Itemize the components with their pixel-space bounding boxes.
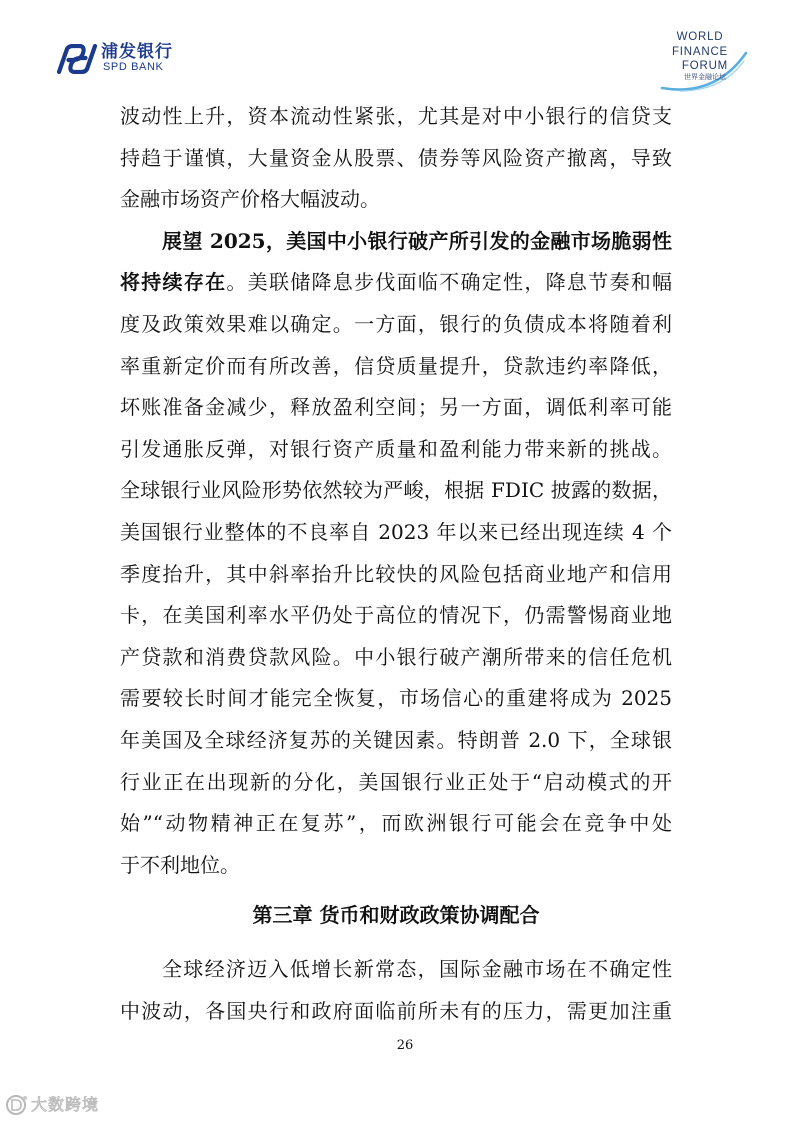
paragraph-line: 引发通胀反弹，对银行资产质量和盈利能力带来新的挑战。 xyxy=(120,436,672,461)
chapter-heading: 第三章 货币和财政政策协调配合 xyxy=(252,903,540,927)
paragraph-line: 季度抬升，其中斜率抬升比较快的风险包括商业地产和信用 xyxy=(120,561,672,586)
body-text-main xyxy=(120,96,672,886)
paragraph-1 xyxy=(120,96,672,221)
page-number: 26 xyxy=(396,1038,414,1053)
paragraph-line: 中波动，各国央行和政府面临前所未有的压力，需更加注重 xyxy=(120,998,672,1023)
paragraph-line: 全球银行业风险形势依然较为严峻，根据 FDIC 披露的数据， xyxy=(120,478,672,503)
forum-logo-line1: WORLD xyxy=(676,31,724,43)
paragraph-line: 金融市场资产价格大幅波动。 xyxy=(120,187,380,212)
watermark-logo-icon xyxy=(5,1094,29,1116)
paragraph-2 xyxy=(120,221,672,887)
paragraph-bold-line: 展望 2025，美国中小银行破产所引发的金融市场脆弱性 xyxy=(162,228,672,253)
paragraph-line: 全球经济迈入低增长新常态，国际金融市场在不确定性 xyxy=(162,957,672,981)
paragraph-line: 始”“动物精神正在复苏”，而欧洲银行可能会在竞争中处 xyxy=(120,811,672,836)
paragraph-3 xyxy=(120,949,672,1032)
paragraph-line: 年美国及全球经济复苏的关键因素。特朗普 2.0 下，全球银 xyxy=(120,727,672,752)
paragraph-line: 坏账准备金减少，释放盈利空间；另一方面，调低利率可能 xyxy=(120,395,672,420)
bank-name-cn: 浦发银行 xyxy=(101,42,173,62)
paragraph-line: 美国银行业整体的不良率自 2023 年以来已经出现连续 4 个 xyxy=(120,519,672,544)
paragraph-line: 度及政策效果难以确定。一方面，银行的负债成本将随着利 xyxy=(120,311,672,336)
paragraph-line: 持趋于谨慎，大量资金从股票、债券等风险资产撤离，导致 xyxy=(120,145,672,170)
lead-rest-text: 。美联储降息步伐面临不确定性，降息节奏和幅 xyxy=(226,270,672,295)
forum-logo-line2: FINANCE xyxy=(671,46,729,58)
paragraph-line: 需要较长时间才能完全恢复，市场信心的重建将成为 2025 xyxy=(120,686,672,711)
paragraph-line-mixed xyxy=(120,262,672,304)
paragraph-line: 卡，在美国利率水平仍处于高位的情况下，仍需警惕商业地 xyxy=(120,603,672,628)
paragraph-line: 行业正在出现新的分化，美国银行业正处于“启动模式的开 xyxy=(120,769,672,794)
paragraph-line: 波动性上升，资本流动性紧张，尤其是对中小银行的信贷支 xyxy=(120,104,672,128)
paragraph-line: 产贷款和消费贷款风险。中小银行破产潮所带来的信任危机 xyxy=(120,644,672,669)
forum-logo-line3: FORUM xyxy=(681,60,729,72)
watermark-text: 大数跨境 xyxy=(31,1095,100,1114)
bold-lead-text: 将持续存在 xyxy=(120,270,227,295)
paragraph-line: 于不利地位。 xyxy=(120,852,240,877)
paragraph-line: 率重新定价而有所改善，信贷质量提升，贷款违约率降低， xyxy=(120,353,672,378)
bank-name-en: SPD BANK xyxy=(103,61,164,73)
forum-logo-cn: 世界金融论坛 xyxy=(684,74,726,81)
spd-bank-mark-icon xyxy=(56,44,98,74)
